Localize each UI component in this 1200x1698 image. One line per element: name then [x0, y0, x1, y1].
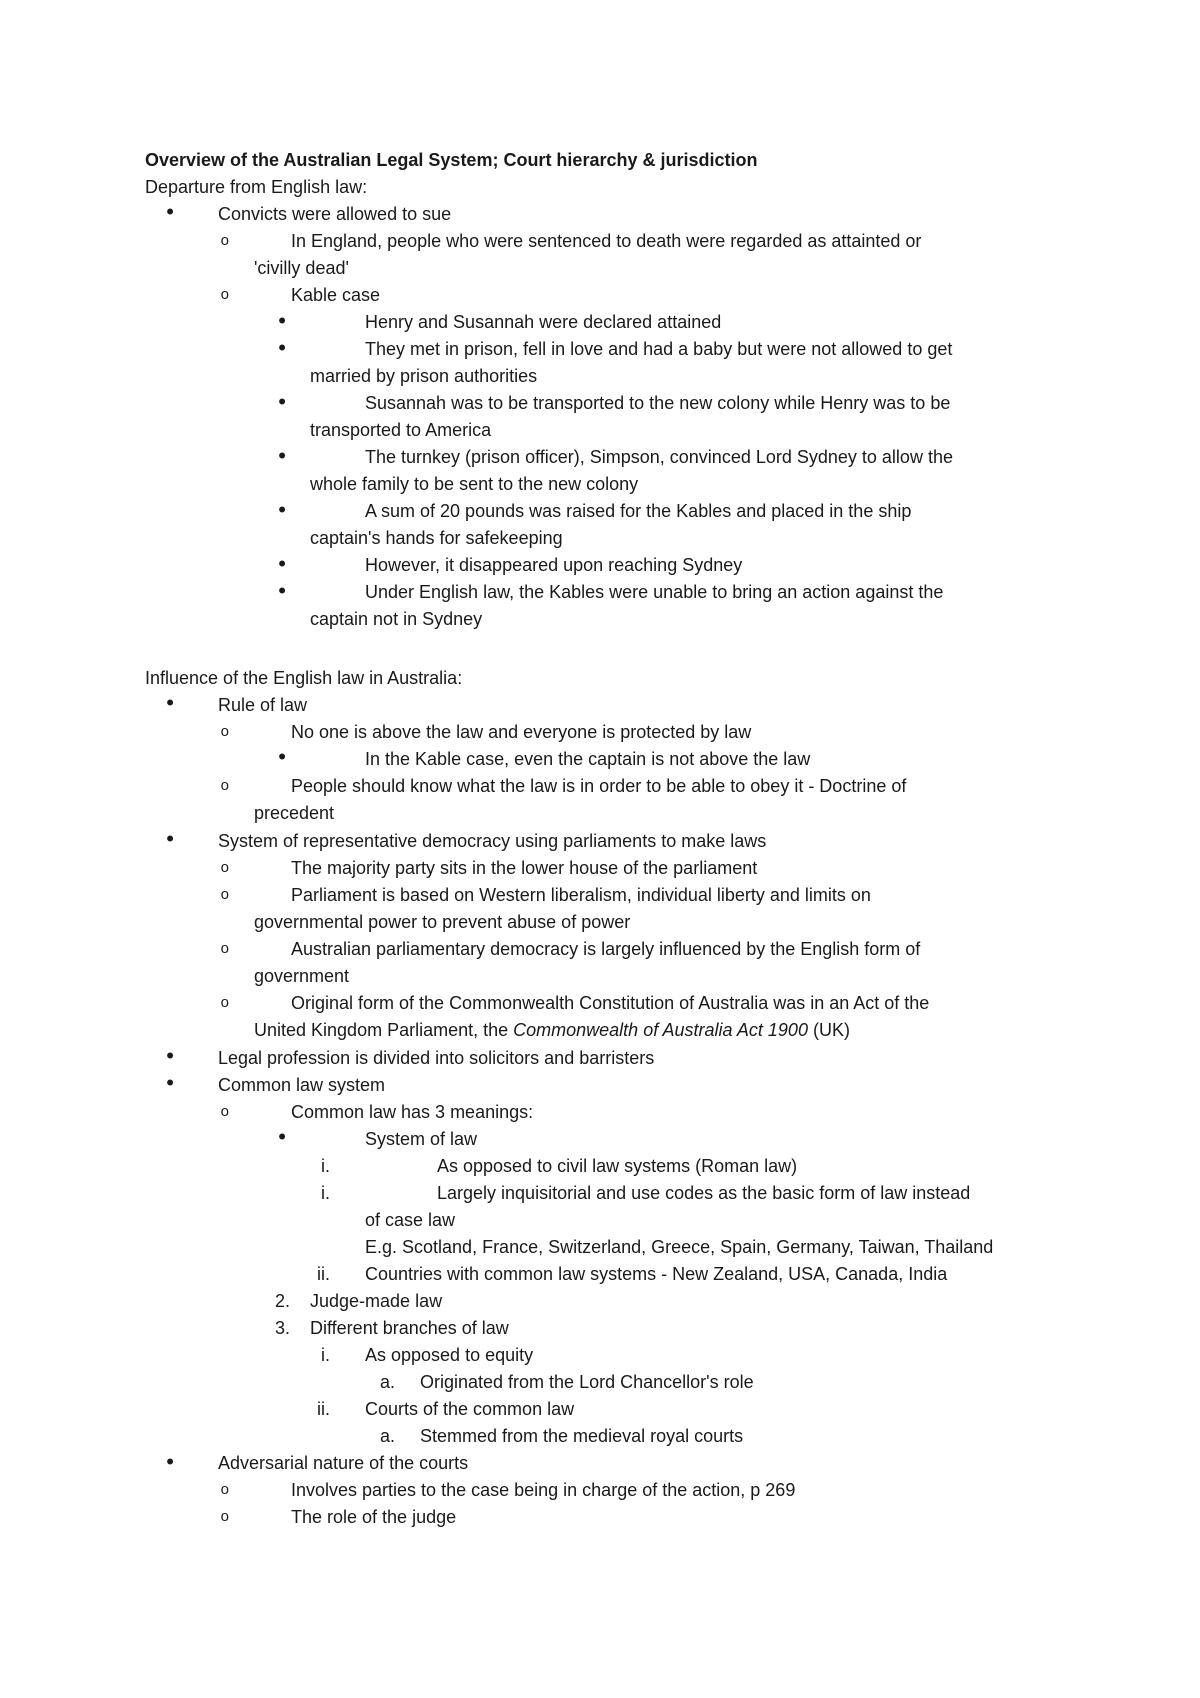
list-item: Involves parties to the case being in charge of the action, p 269 [291, 1480, 796, 1500]
letter-marker: a. [379, 1426, 395, 1446]
list-item-continuation: 'civilly dead' [254, 258, 349, 278]
list-item: The role of the judge [291, 1507, 457, 1527]
bullet-marker [270, 334, 286, 363]
list-item-continuation: governmental power to prevent abuse of power [254, 912, 631, 932]
bullet-marker [158, 198, 174, 227]
list-item: However, it disappeared upon reaching Sydney [365, 555, 743, 575]
circle-marker [215, 853, 229, 881]
list-item: Originated from the Lord Chancellor's role [420, 1372, 754, 1392]
list-item: As opposed to equity [365, 1345, 534, 1365]
list-item: Judge-made law [310, 1291, 443, 1311]
bullet-marker [158, 689, 174, 718]
list-item-continuation: transported to America [310, 420, 492, 440]
list-item: In the Kable case, even the captain is not above the law [365, 749, 811, 769]
list-item: A sum of 20 pounds was raised for the Kables and placed in the ship [365, 501, 912, 521]
list-item: Common law system [218, 1075, 386, 1095]
bullet-marker [158, 1448, 174, 1477]
bullet-marker [270, 1123, 286, 1152]
circle-marker [215, 771, 229, 799]
circle-marker [215, 717, 229, 745]
roman-numeral-marker: i. [321, 1156, 330, 1176]
roman-numeral-marker: i. [321, 1345, 330, 1365]
number-marker: 2. [274, 1291, 290, 1311]
list-item-continuation: of case law [365, 1210, 456, 1230]
document-title: Overview of the Australian Legal System; Court hierarchy & jurisdiction [145, 150, 758, 170]
list-item: Rule of law [218, 695, 308, 715]
circle-marker [215, 1097, 229, 1125]
section-heading-departure: Departure from English law: [145, 177, 368, 197]
list-item: Stemmed from the medieval royal courts [420, 1426, 744, 1446]
list-item-continuation: precedent [254, 803, 335, 823]
list-item: Parliament is based on Western liberalism, individual liberty and limits on [291, 885, 871, 905]
list-item: Susannah was to be transported to the new colony while Henry was to be [365, 393, 951, 413]
list-item: The majority party sits in the lower house of the parliament [291, 858, 758, 878]
bullet-marker [270, 307, 286, 336]
list-item: Legal profession is divided into solicitors and barristers [218, 1048, 655, 1068]
list-item: The turnkey (prison officer), Simpson, convinced Lord Sydney to allow the [365, 447, 953, 467]
list-item: Original form of the Commonwealth Constitution of Australia was in an Act of the [291, 993, 930, 1013]
list-item: Under English law, the Kables were unable to bring an action against the [365, 582, 944, 602]
bullet-marker [158, 1042, 174, 1071]
list-item-continuation: captain not in Sydney [310, 609, 483, 629]
circle-marker [215, 1502, 229, 1530]
circle-marker [215, 880, 229, 908]
list-item-continuation: whole family to be sent to the new colony [310, 474, 639, 494]
act-text-post: (UK) [807, 1020, 850, 1040]
circle-marker [215, 280, 229, 308]
bullet-marker [158, 825, 174, 854]
circle-marker [215, 226, 229, 254]
circle-marker [215, 1475, 229, 1503]
roman-numeral-marker: i. [321, 1183, 330, 1203]
roman-numeral-marker: ii. [317, 1264, 330, 1284]
bullet-marker [270, 743, 286, 772]
list-item: In England, people who were sentenced to death were regarded as attainted or [291, 231, 922, 251]
list-item: Convicts were allowed to sue [218, 204, 452, 224]
list-item: Australian parliamentary democracy is largely influenced by the English form of [291, 939, 921, 959]
letter-marker: a. [379, 1372, 395, 1392]
section-heading-influence: Influence of the English law in Australia: [145, 668, 463, 688]
number-marker: 3. [274, 1318, 290, 1338]
list-item-continuation: married by prison authorities [310, 366, 538, 386]
list-item-continuation: E.g. Scotland, France, Switzerland, Greece, Spain, Germany, Taiwan, Thailand [365, 1237, 994, 1257]
list-item: System of representative democracy using parliaments to make laws [218, 831, 767, 851]
circle-marker [215, 988, 229, 1016]
list-item: Henry and Susannah were declared attained [365, 312, 722, 332]
circle-marker [215, 934, 229, 962]
list-item: No one is above the law and everyone is protected by law [291, 722, 752, 742]
list-item: Largely inquisitorial and use codes as the basic form of law instead [437, 1183, 971, 1203]
list-item: They met in prison, fell in love and had a baby but were not allowed to get [365, 339, 953, 359]
list-item: Courts of the common law [365, 1399, 575, 1419]
list-item: Different branches of law [310, 1318, 509, 1338]
bullet-marker [158, 1069, 174, 1098]
list-item: Adversarial nature of the courts [218, 1453, 469, 1473]
list-item: As opposed to civil law systems (Roman law) [437, 1156, 798, 1176]
list-item-continuation: captain's hands for safekeeping [310, 528, 563, 548]
bullet-marker [270, 550, 286, 579]
roman-numeral-marker: ii. [317, 1399, 330, 1419]
list-item: System of law [365, 1129, 478, 1149]
list-item: People should know what the law is in order to be able to obey it - Doctrine of [291, 776, 907, 796]
bullet-marker [270, 388, 286, 417]
bullet-marker [270, 442, 286, 471]
list-item: Kable case [291, 285, 381, 305]
list-item: Countries with common law systems - New Zealand, USA, Canada, India [365, 1264, 948, 1284]
list-item-continuation [254, 1017, 850, 1044]
act-text-pre: United Kingdom Parliament, the [254, 1020, 514, 1040]
list-item: Common law has 3 meanings: [291, 1102, 534, 1122]
bullet-marker [270, 577, 286, 606]
bullet-marker [270, 496, 286, 525]
list-item-continuation: government [254, 966, 350, 986]
act-title-italic: Commonwealth of Australia Act 1900 [513, 1020, 808, 1040]
